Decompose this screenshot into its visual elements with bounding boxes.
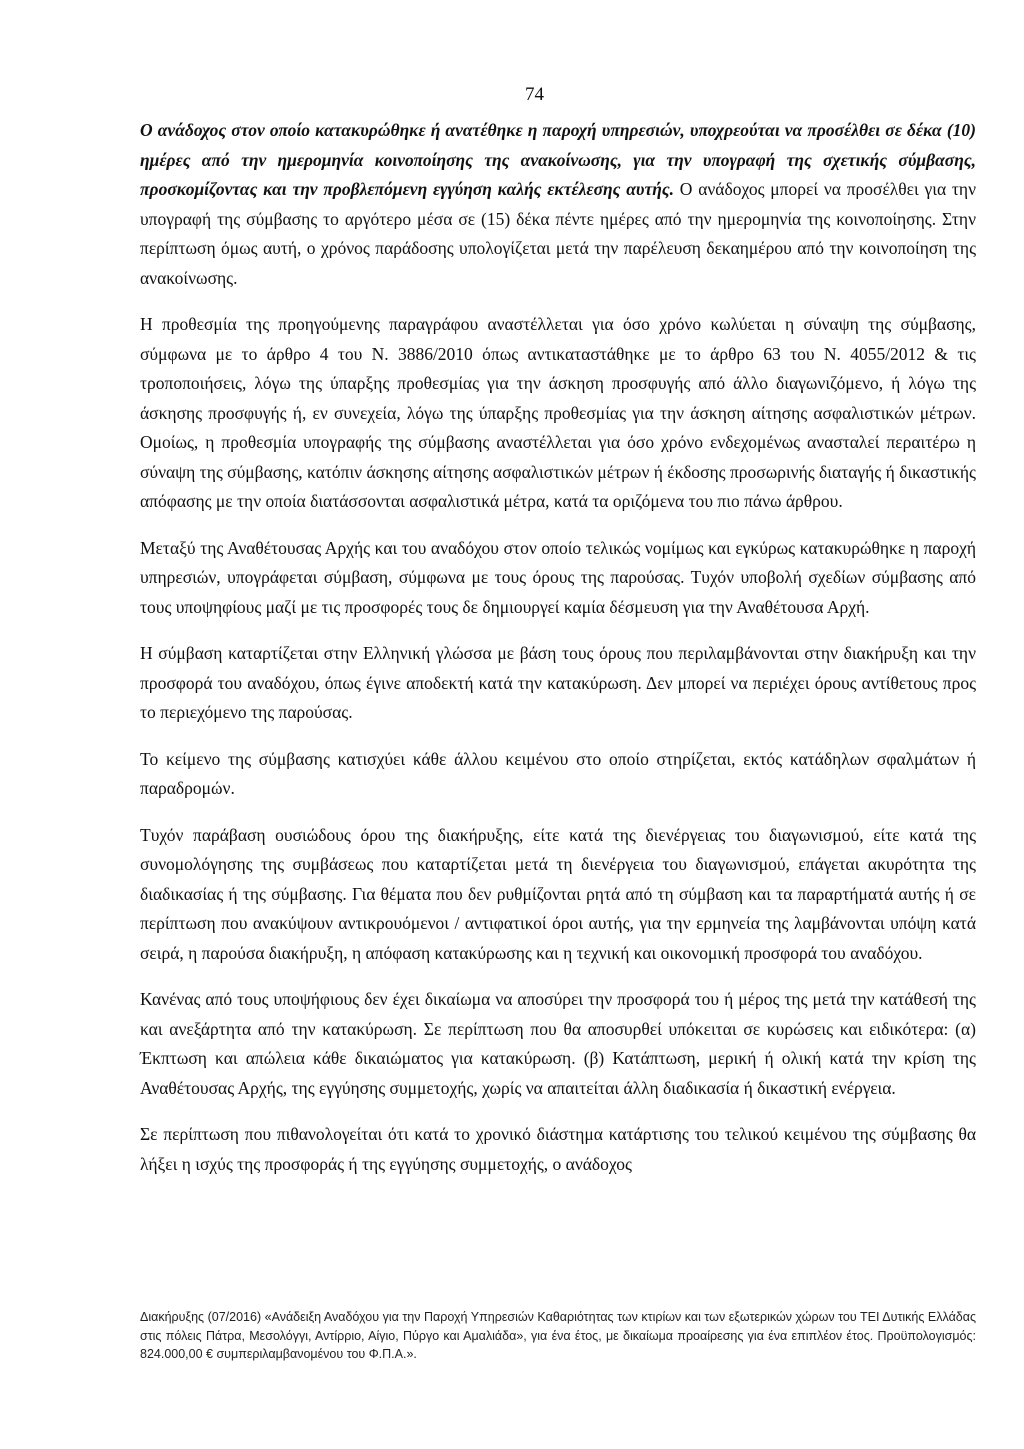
paragraph-bold-lead: Ο ανάδοχος στον οποίο κατακυρώθηκε ή ανατέθηκε η παροχή υπηρεσιών, υποχρεούται να προσέλθει σε δέκα (10) ημέρες από την ημερομηνία κοινοποίησης της ανακοίνωσης, για την υπογραφή της σχετικής σύμβασης, προσκομίζοντας και την προβλεπόμενη εγγύηση καλής εκτέλεσης αυτής. [140,120,976,199]
paragraph-continuation: Ο ανάδοχος μπορεί να προσέλθει για την υπογραφή της σύμβασης το αργότερο μέσα σε (15) δέκα πέντε ημέρες από την ημερομηνία της κοινοποίησης. Στην περίπτωση όμως αυτή, ο χρόνος παράδοσης υπολογίζεται μετά την παρέλευση δεκαημέρου από την κοινοποίηση της ανακοίνωσης. [140,179,976,288]
paragraph-deadline-suspension: Η προθεσμία της προηγούμενης παραγράφου αναστέλλεται για όσο χρόνο κωλύεται η σύναψη της σύμβασης, σύμφωνα με το άρθρο 4 του Ν. 3886/2010 όπως αντικαταστάθηκε με το άρθρο 63 του Ν. 4055/2012 & τις τροποποιήσεις, λόγω της ύπαρξης προθεσμίας για την άσκηση προσφυγής από άλλο διαγωνιζόμενο, ή λόγω της άσκησης προσφυγής ή, εν συνεχεία, λόγω της ύπαρξης προθεσμίας για την άσκηση αίτησης ασφαλιστικών μέτρων. Ομοίως, η προθεσμία υπογραφής της σύμβασης αναστέλλεται για όσο χρόνο ενδεχομένως ανασταλεί περαιτέρω η σύναψη της σύμβασης, κατόπιν άσκησης αίτησης ασφαλιστικών μέτρων ή έκδοσης προσωρινής διαταγής ή δικαστικής απόφασης με την οποία διατάσσονται ασφαλιστικά μέτρα, κατά τα οριζόμενα του πιο πάνω άρθρου. [140,314,976,511]
paragraph-breach-terms: Τυχόν παράβαση ουσιώδους όρου της διακήρυξης, είτε κατά της διενέργειας του διαγωνισμού, είτε κατά της συνομολόγησης της συμβάσεως που καταρτίζεται μετά τη διενέργεια του διαγωνισμού, επάγεται ακυρότητα της διαδικασίας ή της σύμβασης. Για θέματα που δεν ρυθμίζονται ρητά από τη σύμβαση και τα παραρτήματά αυτής ή σε περίπτωση που ανακύψουν αντικρουόμενοι / αντιφατικοί όροι αυτής, για την ερμηνεία της λαμβάνονται υπόψη κατά σειρά, η παρούσα διακήρυξη, η απόφαση κατακύρωσης και η τεχνική και οικονομική προσφορά του αναδόχου. [140,824,976,963]
paragraph-contract-signing [140,116,976,293]
paragraph-withdrawal-penalties: Κανένας από τους υποψήφιους δεν έχει δικαίωμα να αποσύρει την προσφορά του ή μέρος της μετά την κατάθεσή της και ανεξάρτητα από την κατακύρωση. Σε περίπτωση που θα αποσυρθεί υπόκειται σε κυρώσεις και ειδικότερα: (α) Έκπτωση και απώλεια κάθε δικαιώματος για κατακύρωση. (β) Κατάπτωση, μερική ή ολική κατά την κρίση της Αναθέτουσας Αρχής, της εγγύησης συμμετοχής, χωρίς να απαιτείται άλλη διαδικασία ή δικαστική ενέργεια. [140,989,976,1098]
paragraph-contract-parties: Μεταξύ της Αναθέτουσας Αρχής και του αναδόχου στον οποίο τελικώς νομίμως και εγκύρως κατακυρώθηκε η παροχή υπηρεσιών, υπογράφεται σύμβαση, σύμφωνα με τους όρους της παρούσας. Τυχόν υποβολή σχεδίων σύμβασης από τους υποψηφίους μαζί με τις προσφορές τους δε δημιουργεί καμία δέσμευση για την Αναθέτουσα Αρχή. [140,537,976,617]
paragraph-contract-language: Η σύμβαση καταρτίζεται στην Ελληνική γλώσσα με βάση τους όρους που περιλαμβάνονται στην διακήρυξη και την προσφορά του αναδόχου, όπως έγινε αποδεκτή κατά την κατακύρωση. Δεν μπορεί να περιέχει όρους αντίθετους προς το περιεχόμενο της παρούσας. [140,643,976,722]
page-number: 74 [525,84,544,105]
document-body [140,116,976,1196]
paragraph-guarantee-expiry: Σε περίπτωση που πιθανολογείται ότι κατά το χρονικό διάστημα κατάρτισης του τελικού κειμένου της σύμβασης θα λήξει η ισχύς της προσφοράς ή της εγγύησης συμμετοχής, ο ανάδοχος [140,1124,976,1174]
page-footer: Διακήρυξης (07/2016) «Ανάδειξη Αναδόχου για την Παροχή Υπηρεσιών Καθαριότητας των κτιρίων και των εξωτερικών χώρων του ΤΕΙ Δυτικής Ελλάδας στις πόλεις Πάτρα, Μεσολόγγι, Αντίρριο, Αίγιο, Πύργο και Αμαλιάδα», για ένα έτος, με δικαίωμα προαίρεσης για ένα επιπλέον έτος. Προϋπολογισμός: 824.000,00 € συμπεριλαμβανομένου του Φ.Π.Α.». [140,1310,976,1361]
paragraph-contract-precedence: Το κείμενο της σύμβασης κατισχύει κάθε άλλου κειμένου στο οποίο στηρίζεται, εκτός κατάδηλων σφαλμάτων ή παραδρομών. [140,748,976,798]
